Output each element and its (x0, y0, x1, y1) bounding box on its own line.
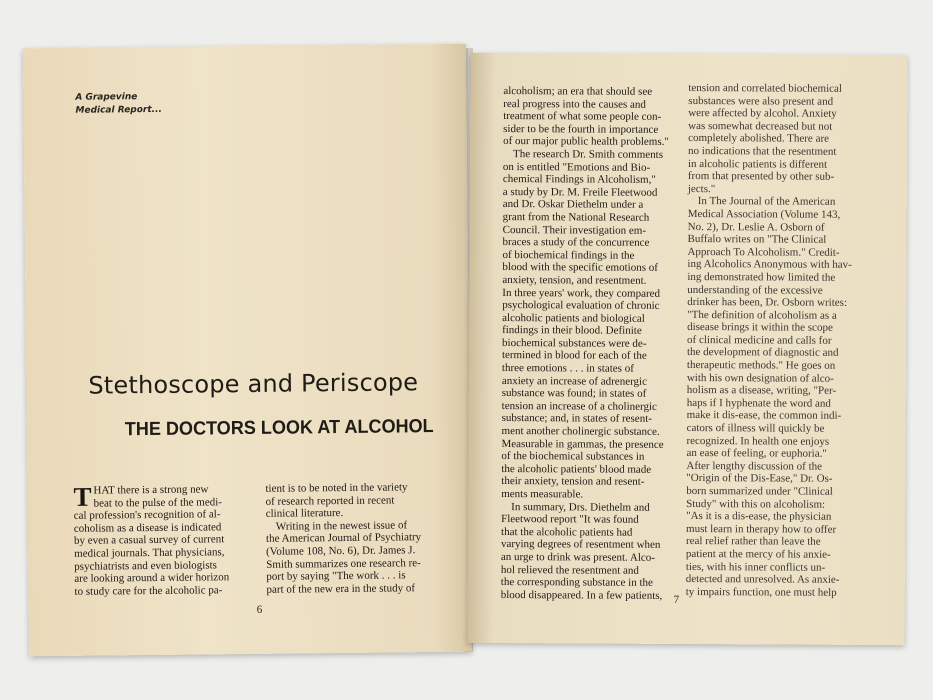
text-line: the development of diagnostic and (686, 346, 839, 360)
right-column-1 (501, 85, 680, 602)
text-line: recognized. In health one enjoys (686, 434, 830, 448)
text-line: psychiatrists and even biologists (74, 558, 217, 573)
text-line: alcoholic patients and biological (502, 311, 645, 325)
text-line: blood disappeared. In a few patients, (500, 588, 663, 602)
text-line: medical journals. That physicians, (74, 546, 225, 560)
text-line: three emotions . . . in states of (501, 362, 634, 375)
text-line: born summarized under "Clinical (686, 484, 833, 498)
text-line: of the biochemical substances in (501, 450, 645, 463)
text-line: Buffalo writes on "The Clinical (687, 233, 827, 246)
left-page (23, 44, 472, 657)
text-line: blood with the specific emotions of (502, 261, 658, 275)
text-line: haps if I hyphenate the word and (686, 396, 831, 410)
article-title: Stethoscope and Periscope (88, 368, 419, 400)
text-line: "Origin of the Dis-Ease," Dr. Os- (686, 472, 833, 486)
text-line: with his own designation of alco- (686, 371, 834, 385)
text-line: therapeutic methods." He goes on (686, 359, 836, 372)
text-line: Council. Their investigation em- (502, 223, 647, 237)
text-line: a study by Dr. M. Freile Fleetwood (502, 185, 658, 199)
text-line: ing demonstrated how limited the (687, 270, 836, 284)
text-line: of biochemical findings in the (502, 248, 635, 262)
text-line: treatment of what some people con- (503, 110, 662, 124)
text-line: tient is to be noted in the variety (265, 481, 408, 495)
text-line: findings in their blood. Definite (502, 324, 642, 338)
text-line: substance was found; in states of (501, 387, 647, 401)
text-line: the alcoholic patients' blood made (501, 462, 652, 476)
text-line: ing Alcoholics Anonymous with hav- (687, 258, 852, 272)
text-line: tension and correlated biochemical (688, 82, 843, 95)
text-line: termined in blood for each of the (501, 349, 647, 363)
text-line: HAT there is a strong new (93, 483, 209, 497)
text-line: holism as a disease, writing, "Per- (686, 384, 837, 398)
text-line: No. 2), Dr. Leslie A. Osborn of (687, 220, 825, 234)
text-line: cators of illness will quickly be (686, 422, 825, 435)
text-line: Study" with this on alcoholism: (686, 497, 826, 511)
text-line: of clinical medicine and calls for (687, 333, 832, 347)
text-line: ty impairs function, one must help (685, 585, 837, 599)
text-line: alcoholism; an era that should see (503, 85, 653, 98)
text-line: "The definition of alcoholism as a (687, 308, 837, 322)
text-line: In The Journal of the American (697, 195, 836, 209)
text-line: jects." (687, 182, 716, 195)
text-line: on is entitled "Emotions and Bio- (502, 160, 651, 174)
text-line: beat to the pulse of the medi- (93, 495, 222, 510)
text-line: were affected by alcohol. Anxiety (688, 107, 837, 120)
text-line: ments measurable. (501, 488, 584, 501)
article-subtitle: THE DOCTORS LOOK AT ALCOHOL (124, 416, 434, 441)
text-line: substance; and, in states of resent- (501, 412, 652, 426)
text-line: anxiety, tension, and resentment. (502, 273, 647, 287)
text-line: (Volume 108, No. 6), Dr. James J. (266, 544, 416, 558)
text-line: Medical Association (Volume 143, (687, 207, 841, 221)
text-line: from that presented by other sub- (687, 170, 835, 183)
text-line: to study care for the alcoholic pa- (74, 584, 223, 598)
page-number: 6 (256, 603, 263, 616)
text-line: disease brings it within the scope (687, 321, 833, 335)
text-line: tension an increase of a cholinergic (501, 399, 657, 413)
text-line: clinical literature. (265, 507, 344, 521)
kicker-line: A Grapevine (75, 92, 138, 103)
right-column-2 (686, 82, 861, 599)
text-line: was somewhat decreased but not (688, 119, 833, 133)
text-line: varying degrees of resentment when (500, 538, 661, 552)
text-line: chemical Findings in Alcoholism," (502, 173, 656, 186)
text-line: coholism as a disease is indicated (73, 521, 222, 535)
text-line: and Dr. Oskar Diethelm under a (502, 198, 644, 212)
text-line: real relief rather than leave the (685, 535, 821, 549)
left-column-2 (265, 481, 438, 596)
text-line: substances were also present and (688, 94, 834, 108)
text-line: hol relieved the resentment and (500, 563, 639, 577)
text-line: Measurable in gammas, the presence (501, 437, 664, 451)
text-line: the corresponding substance in the (500, 576, 653, 589)
text-line: port by saying "The work . . . is (266, 569, 406, 583)
text-line: The research Dr. Smith comments (512, 148, 664, 161)
text-line: cal profession's recognition of al- (73, 508, 221, 523)
text-line: completely abolished. There are (688, 132, 830, 146)
text-line: detected and unresolved. As anxie- (685, 573, 840, 586)
text-line: an ease of feeling, or euphoria." (686, 447, 827, 460)
text-line: grant from the National Research (502, 210, 650, 224)
drop-cap: T (73, 481, 92, 512)
text-line: Approach To Alcoholism." Credit- (687, 245, 840, 259)
text-line: the American Journal of Psychiatry (265, 531, 422, 546)
page-number: 7 (673, 593, 680, 606)
text-line: anxiety an increase of adrenergic (501, 374, 648, 388)
text-line: in alcoholic patients is different (687, 157, 828, 171)
text-line: drinker has been, Dr. Osborn writes: (687, 296, 848, 309)
text-line: Smith summarizes one research re- (266, 556, 421, 571)
text-line: that the alcoholic patients had (501, 525, 633, 539)
text-line: by even a casual survey of current (73, 533, 225, 548)
text-line: are looking around a wider horizon (74, 571, 230, 585)
text-line: of our major public health problems." (503, 135, 669, 149)
text-line: real progress into the causes and (503, 97, 646, 111)
text-line: of research reported in recent (265, 494, 395, 508)
text-line: no indications that the resentment (688, 144, 837, 158)
text-line: In summary, Drs. Diethelm and (511, 500, 650, 514)
text-line: sider to be the fourth in importance (503, 122, 659, 136)
text-line: part of the new era in the study of (266, 582, 416, 596)
text-line: Writing in the newest issue of (275, 519, 408, 533)
text-line: ment another cholinergic substance. (501, 425, 660, 438)
text-line: Fleetwood report "It was found (501, 513, 639, 526)
text-line: biochemical substances were de- (501, 336, 647, 350)
text-line: In three years' work, they compared (502, 286, 661, 300)
text-line: must learn in therapy how to offer (686, 522, 837, 536)
kicker-line: Medical Report... (75, 104, 162, 116)
left-column-1 (73, 483, 254, 598)
text-line: an urge to drink was present. Alco- (500, 550, 656, 564)
kicker (75, 91, 162, 118)
text-line: "As it is a dis-ease, the physician (686, 510, 832, 523)
text-line: understanding of the excessive (687, 283, 823, 297)
text-line: psychological evaluation of chronic (502, 299, 660, 312)
text-line: make it dis-ease, the common indi- (686, 409, 842, 423)
text-line: After lengthy discussion of the (686, 459, 823, 473)
text-line: ties, with his inner conflicts un- (685, 560, 826, 574)
text-line: their anxiety, tension and resent- (501, 475, 645, 489)
text-line: braces a study of the concurrence (502, 236, 650, 249)
right-page (467, 53, 907, 645)
text-line: patient at the mercy of his anxie- (685, 547, 831, 561)
